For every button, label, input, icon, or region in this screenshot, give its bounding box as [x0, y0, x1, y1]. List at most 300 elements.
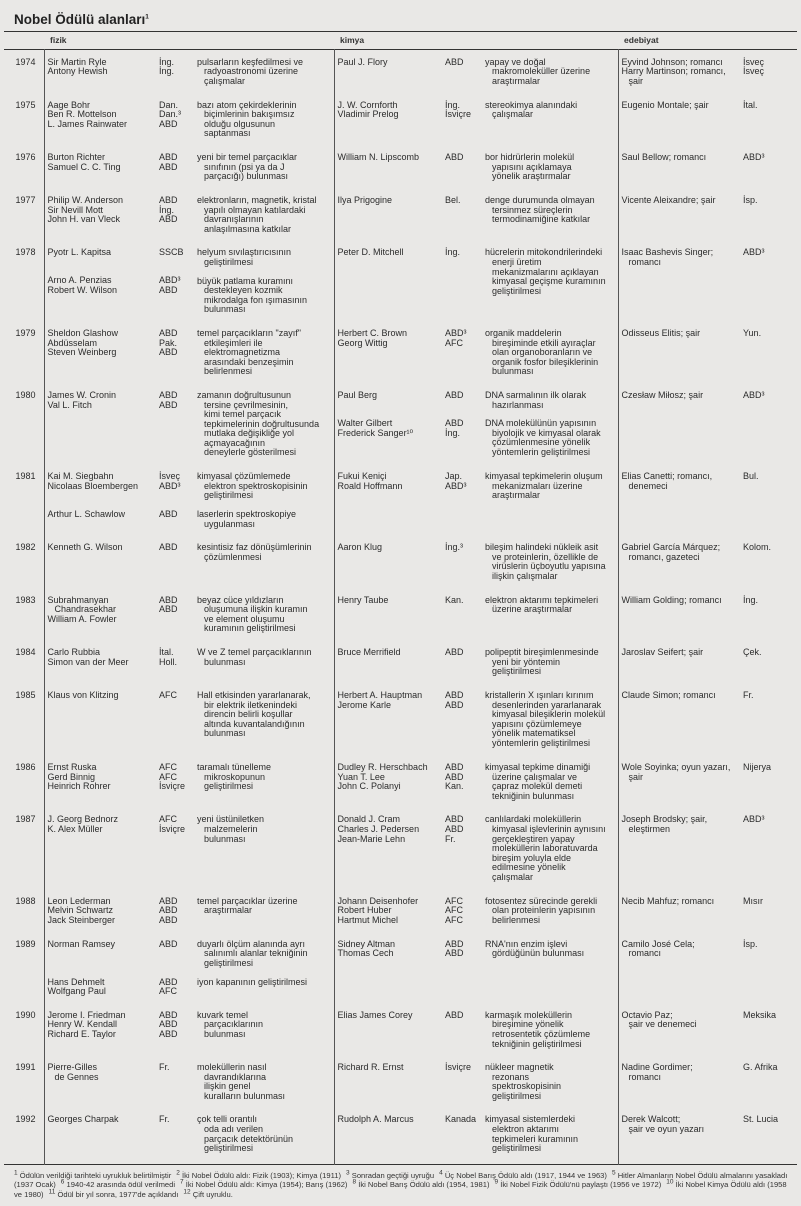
physics-work-cell	[194, 49, 334, 87]
physics-laureate-name: Richard E. Taylor	[47, 1028, 116, 1039]
chemistry-achievement-line: termodinamiğine katkılar	[492, 214, 591, 225]
physics-achievement-line-group	[197, 1011, 331, 1040]
chemistry-laureate-name-group	[338, 472, 440, 501]
physics-work-cell	[194, 1101, 334, 1164]
footnote-number: 9	[494, 1178, 499, 1186]
literature-laureate-name-group	[622, 648, 738, 658]
literature-country-group	[743, 329, 794, 339]
physics-achievement-line: geliştirilmesi	[204, 957, 254, 968]
physics-laureate-name-group	[48, 276, 154, 314]
physics-laureate-name: Sir Martin Ryle	[47, 56, 107, 67]
chemistry-country: ABD	[445, 1009, 464, 1020]
chemistry-laureate-name: Dudley R. Herschbach	[337, 762, 428, 772]
physics-countries-cell	[156, 1049, 194, 1101]
literature-country-group	[743, 248, 794, 267]
physics-work-cell	[194, 749, 334, 801]
literature-countries-cell	[740, 377, 797, 458]
literature-names-cell	[618, 1101, 740, 1164]
physics-countries-cell	[156, 883, 194, 926]
chemistry-achievement-line: elektron aktarımı tepkimeleri	[485, 594, 599, 605]
chemistry-achievement-line: DNA molekülünün yapısının	[485, 418, 597, 429]
chemistry-laureate-name: Fukui Keniçi	[337, 471, 387, 482]
chemistry-achievement-line-group	[485, 196, 615, 225]
physics-laureate-name-group	[48, 978, 154, 997]
literature-country-group	[743, 58, 794, 87]
literature-laureate-name: şair ve denemeci	[628, 1019, 697, 1030]
physics-country-group	[159, 763, 191, 792]
literature-country: İsp.	[743, 938, 758, 949]
chemistry-work-cell	[482, 926, 618, 997]
literature-countries-cell	[740, 458, 797, 529]
chemistry-work-cell	[482, 315, 618, 377]
physics-laureate-name: Carlo Rubbia	[47, 647, 101, 657]
physics-country: ABD	[159, 161, 178, 172]
physics-achievement-line: oda adı verilen	[204, 1124, 264, 1135]
literature-names-cell	[618, 315, 740, 377]
physics-achievement-line: kuvark temel	[197, 1009, 249, 1020]
chemistry-names-cell	[334, 582, 442, 634]
chemistry-achievement-line: desenlerinden yararlanarak	[492, 699, 602, 710]
literature-countries-cell	[740, 234, 797, 315]
chemistry-laureate-name-group	[338, 329, 440, 377]
physics-country-group	[159, 815, 191, 844]
footnote-number: 4	[439, 1169, 443, 1177]
chemistry-work-cell	[482, 529, 618, 581]
chemistry-laureate-name: Herbert C. Brown	[337, 327, 408, 338]
chemistry-country: İng.	[445, 427, 461, 438]
footnote	[183, 1190, 232, 1199]
literature-laureate-name-group	[622, 196, 738, 206]
physics-countries-cell	[156, 582, 194, 634]
physics-laureate-name-group	[48, 510, 154, 529]
chemistry-names-cell	[334, 377, 442, 458]
chemistry-achievement-line: tersinmez süreçlerin	[492, 204, 573, 215]
chemistry-laureate-name-group	[338, 648, 440, 677]
literature-country: İtal.	[743, 99, 758, 110]
chemistry-laureate-name-group	[338, 248, 440, 296]
physics-names-cell	[44, 677, 156, 749]
physics-names-cell	[44, 997, 156, 1049]
physics-laureate-name-group	[48, 329, 154, 377]
chemistry-country: ABD	[445, 938, 464, 949]
physics-achievement-line-group	[197, 277, 331, 315]
physics-country: İng.	[159, 66, 175, 77]
physics-achievement-line-group	[197, 58, 331, 87]
chemistry-work-cell	[482, 997, 618, 1049]
literature-laureate-name: Eugenio Montale; şair	[621, 99, 709, 110]
chemistry-laureate-name: Donald J. Cram	[337, 814, 401, 825]
physics-achievement-line: temel parçacıklar üzerine	[197, 895, 298, 906]
chemistry-achievement-line-group	[485, 763, 615, 801]
literature-names-cell	[618, 582, 740, 634]
chemistry-laureate-name: Bruce Merrifield	[337, 647, 401, 657]
chemistry-country: ABD	[445, 699, 464, 710]
physics-achievement-line: çok telli orantılı	[197, 1114, 258, 1125]
chemistry-achievement-line: yapısını açıklamaya	[492, 161, 572, 172]
literature-country-group	[743, 940, 794, 959]
literature-country-group	[743, 153, 794, 163]
chemistry-names-cell	[334, 234, 442, 315]
physics-names-cell	[44, 234, 156, 315]
chemistry-achievement-line: olan organoboranların ve	[492, 347, 593, 358]
literature-countries-cell	[740, 139, 797, 182]
physics-achievement-line: olduğu olgusunun	[204, 118, 276, 129]
year-cell: 1991	[15, 1062, 36, 1073]
literature-laureate-name: Saul Bellow; romancı	[621, 151, 707, 162]
table-row	[4, 87, 797, 139]
literature-country-group	[743, 472, 794, 491]
physics-laureate-name: Arthur L. Schawlow	[47, 509, 126, 520]
table-row	[4, 315, 797, 377]
chemistry-achievement-line-group	[485, 248, 615, 296]
physics-achievement-line: tersine çevrilmesinin,	[204, 399, 289, 410]
chemistry-achievement-line-group	[485, 691, 615, 749]
physics-laureate-name: Pierre-Gilles	[47, 1062, 98, 1073]
physics-achievement-line: geliştirilmesi	[204, 781, 254, 792]
literature-countries-cell	[740, 1049, 797, 1101]
physics-countries-cell	[156, 87, 194, 139]
physics-achievement-line: direncin belirli koşullar	[204, 709, 293, 720]
chemistry-country-group	[445, 1011, 479, 1049]
physics-achievement-line-group	[197, 815, 331, 844]
chemistry-achievement-line: organik fosfor bileşiklerinin	[492, 356, 599, 367]
physics-achievement-line: bulunması	[204, 833, 246, 844]
chemistry-achievement-line: karmaşık moleküllerin	[485, 1009, 573, 1020]
literature-country: Bul.	[743, 471, 759, 482]
physics-achievement-line: geliştirilmesi	[204, 1143, 254, 1154]
literature-laureate-name: Octavio Paz;	[621, 1009, 673, 1020]
chemistry-achievement-line: ve proteinlerin, özellikle de	[492, 551, 599, 562]
physics-achievement-line: kuralların bulunması	[204, 1090, 286, 1101]
physics-laureate-name: Abdüsselam	[47, 337, 98, 348]
chemistry-country: İng.	[445, 99, 461, 110]
literature-country: ABD³	[743, 247, 765, 258]
physics-achievement-line: pulsarların keşfedilmesi ve	[197, 56, 304, 67]
chemistry-country: AFC	[445, 905, 464, 916]
literature-laureate-name: denemeci	[628, 480, 668, 491]
physics-achievement-line-group	[197, 763, 331, 792]
year-cell: 1986	[15, 762, 36, 772]
physics-work-cell	[194, 634, 334, 677]
physics-country-group	[159, 510, 191, 529]
year-cell: 1977	[15, 194, 36, 205]
physics-country: ABD	[159, 542, 178, 553]
chemistry-achievement-line-group	[485, 815, 615, 882]
physics-country: AFC	[159, 771, 177, 782]
physics-achievement-line-group	[197, 391, 331, 458]
chemistry-laureate-name: Yuan T. Lee	[337, 771, 385, 782]
chemistry-countries-cell	[442, 926, 482, 997]
physics-achievement-line: radyoastronomi üzerine	[204, 66, 299, 77]
physics-countries-cell	[156, 1101, 194, 1164]
physics-laureate-name-group	[48, 596, 154, 634]
chemistry-countries-cell	[442, 377, 482, 458]
literature-laureate-name: şair	[628, 75, 644, 86]
physics-country: ABD	[159, 895, 178, 906]
physics-achievement-line: laserlerin spektroskopiye	[197, 509, 297, 520]
chemistry-countries-cell	[442, 315, 482, 377]
chemistry-achievement-line-group	[485, 419, 615, 457]
chemistry-work-cell	[482, 182, 618, 234]
physics-laureate-name: Chandrasekhar	[54, 604, 117, 615]
physics-country-group	[159, 543, 191, 562]
physics-country: ABD	[159, 905, 178, 916]
chemistry-laureate-name: Paul J. Flory	[337, 56, 388, 67]
table-row	[4, 1049, 797, 1101]
literature-laureate-name-group	[622, 1115, 738, 1134]
physics-country: Dan.³	[159, 109, 182, 120]
chemistry-achievement-line: edilmesine yönelik	[492, 862, 566, 873]
physics-work-cell	[194, 234, 334, 315]
physics-work-cell	[194, 377, 334, 458]
literature-country: ABD³	[743, 814, 765, 825]
chemistry-country-group	[445, 1115, 479, 1153]
physics-laureate-name: Sheldon Glashow	[47, 327, 119, 338]
chemistry-achievement-line: canlılardaki moleküllerin	[485, 814, 582, 825]
chemistry-achievement-line: araştırmalar	[492, 490, 541, 501]
physics-laureate-name-group	[48, 543, 154, 562]
physics-achievement-line: belirlenmesi	[204, 366, 253, 377]
literature-laureate-name: Wole Soyinka; oyun yazarı,	[621, 762, 731, 772]
physics-laureate-name-group	[48, 648, 154, 667]
chemistry-names-cell	[334, 634, 442, 677]
chemistry-country-group	[445, 196, 479, 225]
literature-country: Kolom.	[743, 542, 772, 553]
chemistry-laureate-name: Sidney Altman	[337, 938, 396, 949]
chemistry-achievement-line: DNA sarmalının ilk olarak	[485, 389, 587, 400]
physics-laureate-name: Samuel C. C. Ting	[47, 161, 121, 172]
chemistry-laureate-name: Herbert A. Hauptman	[337, 690, 423, 700]
table-row	[4, 1101, 797, 1164]
chemistry-names-cell	[334, 458, 442, 529]
literature-laureate-name-group	[622, 329, 738, 339]
literature-laureate-name: şair	[628, 771, 644, 782]
literature-laureate-name: Camilo José Cela;	[621, 938, 695, 949]
chemistry-achievement-line: tekniğinin geliştirilmesi	[492, 1038, 582, 1049]
literature-laureate-name-group	[622, 815, 738, 834]
year-cell: 1980	[15, 389, 36, 400]
chemistry-achievement-line-group	[485, 153, 615, 182]
table-header-row	[4, 32, 797, 50]
literature-countries-cell	[740, 529, 797, 581]
physics-names-cell	[44, 87, 156, 139]
physics-names-cell	[44, 315, 156, 377]
physics-country: ABD	[159, 1019, 178, 1030]
physics-laureate-name: Robert W. Wilson	[47, 284, 118, 295]
physics-laureate-name-group	[48, 391, 154, 458]
chemistry-laureate-name-group	[338, 543, 440, 581]
literature-laureate-name-group	[622, 101, 738, 111]
physics-country: SSCB	[159, 247, 184, 258]
literature-country-group	[743, 543, 794, 562]
physics-names-cell	[44, 49, 156, 87]
footnote	[14, 1171, 171, 1180]
physics-country: İsviçre	[159, 781, 186, 792]
physics-achievement-line: anlaşılmasına katkılar	[204, 223, 292, 234]
chemistry-country-group	[445, 101, 479, 120]
literature-laureate-name-group	[622, 543, 738, 562]
literature-laureate-name: Isaac Bashevis Singer;	[621, 247, 714, 258]
chemistry-laureate-name: Jean-Marie Lehn	[337, 833, 406, 844]
chemistry-country: İsviçre	[445, 109, 472, 120]
chemistry-laureate-name: J. W. Cornforth	[337, 99, 398, 110]
physics-achievement-line: mutlaka değişikliğe yol	[204, 428, 295, 439]
physics-countries-cell	[156, 458, 194, 529]
chemistry-laureate-name: Roald Hoffmann	[337, 480, 403, 491]
physics-names-cell	[44, 883, 156, 926]
footnote-text: Ödül bir yıl sonra, 1977'de açıklandı	[57, 1190, 179, 1200]
footnote-text: İki Nobel Fizik Ödülü'nü paylaştı (1956 ve 1972)	[500, 1180, 662, 1190]
physics-work-cell	[194, 997, 334, 1049]
physics-achievement-line: deneylerle gösterilmesi	[204, 447, 297, 458]
physics-achievement-line: etkileşimleri ile	[204, 337, 263, 348]
chemistry-country: ABD	[445, 814, 464, 825]
physics-achievement-line: Hall etkisinden yararlanarak,	[197, 690, 311, 700]
chemistry-achievement-line: biyolojik ve kimyasal olarak	[492, 427, 601, 438]
physics-laureate-name: Kenneth G. Wilson	[47, 542, 123, 553]
chemistry-laureate-name-group	[338, 815, 440, 882]
physics-work-cell	[194, 677, 334, 749]
footnote	[494, 1180, 661, 1189]
chemistry-country-group	[445, 329, 479, 377]
physics-names-cell	[44, 1049, 156, 1101]
chemistry-names-cell	[334, 883, 442, 926]
chemistry-country: Fr.	[445, 833, 456, 844]
footnote-text: İki Nobel Ödülü aldı: Fizik (1903); Kimya (1911)	[182, 1170, 341, 1180]
chemistry-country-group	[445, 248, 479, 296]
literature-country-group	[743, 648, 794, 658]
chemistry-names-cell	[334, 1101, 442, 1164]
chemistry-laureate-name: Elias James Corey	[337, 1009, 413, 1020]
physics-country: Fr.	[159, 1114, 170, 1125]
chemistry-work-cell	[482, 677, 618, 749]
literature-country: Fr.	[743, 690, 754, 700]
chemistry-countries-cell	[442, 677, 482, 749]
physics-work-cell	[194, 182, 334, 234]
physics-countries-cell	[156, 377, 194, 458]
literature-names-cell	[618, 749, 740, 801]
literature-country: St. Lucia	[743, 1114, 779, 1125]
physics-country: İtal.	[159, 647, 174, 657]
physics-country-group	[159, 196, 191, 234]
chemistry-country: ABD	[445, 56, 464, 67]
chemistry-country-group	[445, 58, 479, 87]
footnotes	[0, 1165, 789, 1206]
physics-country-group	[159, 1115, 191, 1153]
chemistry-achievement-line: bireşim yoluyla elde	[492, 852, 572, 863]
physics-country-group	[159, 276, 191, 314]
physics-country-group	[159, 391, 191, 458]
chemistry-names-cell	[334, 315, 442, 377]
footnote	[352, 1180, 489, 1189]
physics-country-group	[159, 153, 191, 182]
literature-laureate-name: Czesław Miłosz; şair	[621, 389, 704, 400]
physics-laureate-name: John H. van Vleck	[47, 214, 121, 225]
table-row	[4, 182, 797, 234]
footnote	[439, 1171, 607, 1180]
physics-work-cell	[194, 582, 334, 634]
physics-country: İsviçre	[159, 823, 186, 834]
chemistry-work-cell	[482, 801, 618, 882]
chemistry-country: ABD	[445, 762, 464, 772]
footnote	[61, 1180, 175, 1189]
physics-country-group	[159, 596, 191, 634]
physics-achievement-line: iyon kapanının geliştirilmesi	[197, 976, 308, 987]
physics-names-cell	[44, 582, 156, 634]
chemistry-achievement-line: gerçekleştiren yapay	[492, 833, 575, 844]
chemistry-achievement-line: bulunması	[492, 366, 534, 377]
chemistry-country: ABD	[445, 690, 464, 700]
physics-country: ABD	[159, 327, 178, 338]
chemistry-work-cell	[482, 582, 618, 634]
physics-achievement-line: elektronların, magnetik, kristal	[197, 194, 317, 205]
nobel-laureates-table	[4, 31, 797, 1165]
chemistry-country: ABD³	[445, 480, 467, 491]
chemistry-achievement-line: mekanizmalarını açıklayan	[492, 266, 599, 277]
physics-laureate-name-group	[48, 940, 154, 969]
physics-country: AFC	[159, 762, 177, 772]
physics-laureate-name: Hans Dehmelt	[47, 976, 105, 987]
literature-country: İsp.	[743, 194, 758, 205]
physics-achievement-line: saptanması	[204, 128, 251, 139]
physics-laureate-name: Melvin Schwartz	[47, 905, 114, 916]
physics-country: ABD	[159, 194, 178, 205]
table-row	[4, 883, 797, 926]
chemistry-achievement-line: stereokimya alanındaki	[485, 99, 578, 110]
physics-achievement-line: elektromagnetizma	[204, 347, 281, 358]
chemistry-achievement-line: kristallerin X ışınları kırınım	[485, 690, 594, 700]
chemistry-country: Bel.	[445, 194, 461, 205]
footnote	[346, 1171, 434, 1180]
literature-countries-cell	[740, 582, 797, 634]
physics-laureate-name: Ernst Ruska	[47, 762, 97, 772]
physics-achievement-line: salınımlı alanlar tekniğinin	[204, 948, 308, 959]
chemistry-achievement-line: kimyasal geçişme kuramının	[492, 276, 606, 287]
physics-laureate-name: Val L. Fitch	[47, 399, 92, 410]
page-title	[0, 0, 801, 31]
literature-country: ABD³	[743, 151, 765, 162]
physics-achievement-line: destekleyen kozmik	[204, 285, 283, 296]
footnote-text: İki Nobel Ödülü aldı: Kimya (1954); Barış (1962)	[185, 1180, 348, 1190]
physics-achievement-line-group	[197, 248, 331, 267]
physics-country: ABD	[159, 976, 178, 987]
chemistry-laureate-name: Vladimir Prelog	[337, 109, 399, 120]
physics-achievement-line-group	[197, 196, 331, 234]
physics-country: ABD	[159, 399, 178, 410]
chemistry-country-group	[445, 1063, 479, 1101]
chemistry-achievement-line-group	[485, 329, 615, 377]
physics-country: ABD	[159, 389, 178, 400]
literature-country: Yun.	[743, 327, 762, 338]
chemistry-laureate-name-group	[338, 419, 440, 457]
chemistry-work-cell	[482, 87, 618, 139]
physics-country: ABD	[159, 1009, 178, 1020]
chemistry-achievement-line: yapısını çözümlemeye	[492, 718, 582, 729]
literature-countries-cell	[740, 634, 797, 677]
chemistry-country: Kan.	[445, 781, 464, 792]
physics-country: AFC	[159, 814, 177, 825]
literature-laureate-name: romancı	[628, 1071, 662, 1082]
physics-laureate-name: Wolfgang Paul	[47, 986, 106, 997]
chemistry-laureate-name: William N. Lipscomb	[337, 151, 420, 162]
literature-country-group	[743, 391, 794, 401]
footnote-number: 3	[346, 1169, 350, 1177]
physics-work-cell	[194, 458, 334, 529]
physics-country-group	[159, 648, 191, 667]
chemistry-countries-cell	[442, 883, 482, 926]
chemistry-country: ABD	[445, 417, 464, 428]
literature-countries-cell	[740, 49, 797, 87]
